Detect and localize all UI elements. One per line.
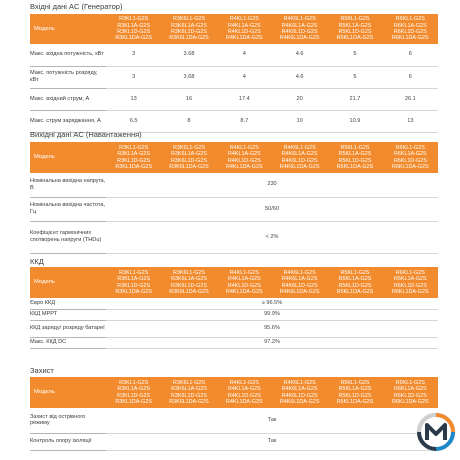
row-label: Євро ККД (30, 298, 106, 309)
model-header-cell: R6KL1-G2S R6KL1A-G2S R6KL1D-G2S R6KL1DA-G2S (383, 377, 438, 408)
table-row (30, 44, 438, 66)
table-header-row (30, 14, 438, 44)
cell-value: 17.4 (217, 88, 272, 110)
model-header-cell: R4KL1-G2S R4KL1A-G2S R4KL1D-G2S R4KL1DA-G2S (217, 267, 272, 298)
model-header-cell: R4K6L1-G2S R4K6L1A-G2S R4K6L1D-G2S R4K6L1DA-G2S (272, 267, 327, 298)
row-label: Макс. вхідний струм, А (30, 88, 106, 110)
table-row (30, 337, 438, 348)
table-row (30, 221, 438, 253)
model-header-cell: R6KL1-G2S R6KL1A-G2S R6KL1D-G2S R6KL1DA-G2S (383, 14, 438, 44)
cell-value: 99.9% (106, 309, 438, 320)
section-title-load: Вихідні дані AC (Навантаження) (30, 130, 142, 139)
model-header: Модель (30, 14, 106, 44)
model-header-cell: R4KL1-G2S R4KL1A-G2S R4KL1D-G2S R4KL1DA-G2S (217, 142, 272, 173)
cell-value: 6 (383, 66, 438, 88)
table-row (30, 309, 438, 320)
cell-value: 3.68 (161, 66, 216, 88)
cell-value: 4.6 (272, 44, 327, 66)
cell-value: 5 (327, 66, 382, 88)
row-label: ККД заряду/ розряду батареї (30, 320, 106, 337)
model-header-cell: R4K6L1-G2S R4K6L1A-G2S R4K6L1D-G2S R4K6L1DA-G2S (272, 14, 327, 44)
cell-value: 16 (161, 88, 216, 110)
protection-table (30, 377, 438, 451)
model-header-cell: R4KL1-G2S R4KL1A-G2S R4KL1D-G2S R4KL1DA-G2S (217, 377, 272, 408)
cell-value: 3 (106, 66, 161, 88)
model-header-cell: R4K6L1-G2S R4K6L1A-G2S R4K6L1D-G2S R4K6L1DA-G2S (272, 142, 327, 173)
model-header-cell: R3K6L1-G2S R3K6L1A-G2S R3K6L1D-G2S R3K6L1DA-G2S (161, 14, 216, 44)
cell-value: ≥ 96.5% (106, 298, 438, 309)
row-label: Макс. ККД DC (30, 337, 106, 348)
m-logo-icon (416, 412, 456, 452)
table-row (30, 433, 438, 450)
model-header: Модель (30, 377, 106, 408)
model-header-cell: R5KL1-G2S R5KL1A-G2S R5KL1D-G2S R5KL1DA-G2S (327, 267, 382, 298)
model-header-cell: R3K6L1-G2S R3K6L1A-G2S R3K6L1D-G2S R3K6L1DA-G2S (161, 267, 216, 298)
model-header-cell: R4K6L1-G2S R4K6L1A-G2S R4K6L1D-G2S R4K6L1DA-G2S (272, 377, 327, 408)
row-label: Коефіцієнт гармонічних спотворень напруги (THDu) (30, 221, 106, 253)
row-label: ККД МРРТ (30, 309, 106, 320)
model-header-cell: R5KL1-G2S R5KL1A-G2S R5KL1D-G2S R5KL1DA-G2S (327, 14, 382, 44)
model-header-cell: R6KL1-G2S R6KL1A-G2S R6KL1D-G2S R6KL1DA-G2S (383, 267, 438, 298)
table-row (30, 298, 438, 309)
efficiency-table (30, 267, 438, 349)
table-row (30, 320, 438, 337)
row-label: Контроль опору ізоляції (30, 433, 106, 450)
model-header-cell: R4KL1-G2S R4KL1A-G2S R4KL1D-G2S R4KL1DA-G2S (217, 14, 272, 44)
cell-value: 10.9 (327, 110, 382, 132)
model-header-cell: R6KL1-G2S R6KL1A-G2S R6KL1D-G2S R6KL1DA-G2S (383, 142, 438, 173)
cell-value: 5 (327, 44, 382, 66)
row-label: Макс. струм заряджання, А (30, 110, 106, 132)
cell-value: 20 (272, 88, 327, 110)
model-header-cell: R3KL1-G2S R3KL1A-G2S R3KL1D-G2S R3KL1DA-G2S (106, 142, 161, 173)
cell-value: 4 (217, 66, 272, 88)
cell-value: 4.6 (272, 66, 327, 88)
table-header-row (30, 377, 438, 408)
model-header-cell: R5KL1-G2S R5KL1A-G2S R5KL1D-G2S R5KL1DA-G2S (327, 142, 382, 173)
model-header-cell: R3KL1-G2S R3KL1A-G2S R3KL1D-G2S R3KL1DA-G2S (106, 377, 161, 408)
cell-value: 50/60 (106, 197, 438, 221)
cell-value: 95.6% (106, 320, 438, 337)
table-row (30, 197, 438, 221)
cell-value: 230 (106, 173, 438, 197)
row-label: Макс. вхідна потужність, кВт (30, 44, 106, 66)
model-header-cell: R3KL1-G2S R3KL1A-G2S R3KL1D-G2S R3KL1DA-G2S (106, 14, 161, 44)
cell-value: 13 (106, 88, 161, 110)
cell-value: 6 (383, 44, 438, 66)
row-label: Номінальна вихідна напруга, В (30, 173, 106, 197)
row-label: Номінальна вихідна частота, Гц (30, 197, 106, 221)
cell-value: 8.7 (217, 110, 272, 132)
section-title-protection: Захист (30, 366, 54, 375)
table-row (30, 66, 438, 88)
table-row (30, 88, 438, 110)
load-table (30, 142, 438, 254)
model-header: Модель (30, 142, 106, 173)
cell-value: 6.5 (106, 110, 161, 132)
table-header-row (30, 142, 438, 173)
model-header-cell: R5KL1-G2S R5KL1A-G2S R5KL1D-G2S R5KL1DA-G2S (327, 377, 382, 408)
cell-value: 3.68 (161, 44, 216, 66)
cell-value: 26.1 (383, 88, 438, 110)
model-header-cell: R3K6L1-G2S R3K6L1A-G2S R3K6L1D-G2S R3K6L1DA-G2S (161, 142, 216, 173)
cell-value: 10 (272, 110, 327, 132)
cell-value: 13 (383, 110, 438, 132)
cell-value: Так (106, 433, 438, 450)
cell-value: 97.2% (106, 337, 438, 348)
generator-table (30, 14, 438, 133)
cell-value: 8 (161, 110, 216, 132)
table-header-row (30, 267, 438, 298)
row-label: Макс. потужність розряду, кВт (30, 66, 106, 88)
model-header-cell: R3KL1-G2S R3KL1A-G2S R3KL1D-G2S R3KL1DA-G2S (106, 267, 161, 298)
model-header: Модель (30, 267, 106, 298)
section-title-efficiency: ККД (30, 257, 44, 266)
section-title-generator: Вхідні дані AC (Генератор) (30, 2, 123, 11)
table-row (30, 173, 438, 197)
cell-value: Так (106, 408, 438, 433)
table-row (30, 408, 438, 433)
cell-value: < 2% (106, 221, 438, 253)
cell-value: 4 (217, 44, 272, 66)
row-label: Захист від острівного режиму (30, 408, 106, 433)
model-header-cell: R3K6L1-G2S R3K6L1A-G2S R3K6L1D-G2S R3K6L1DA-G2S (161, 377, 216, 408)
cell-value: 3 (106, 44, 161, 66)
table-row (30, 110, 438, 132)
cell-value: 21.7 (327, 88, 382, 110)
